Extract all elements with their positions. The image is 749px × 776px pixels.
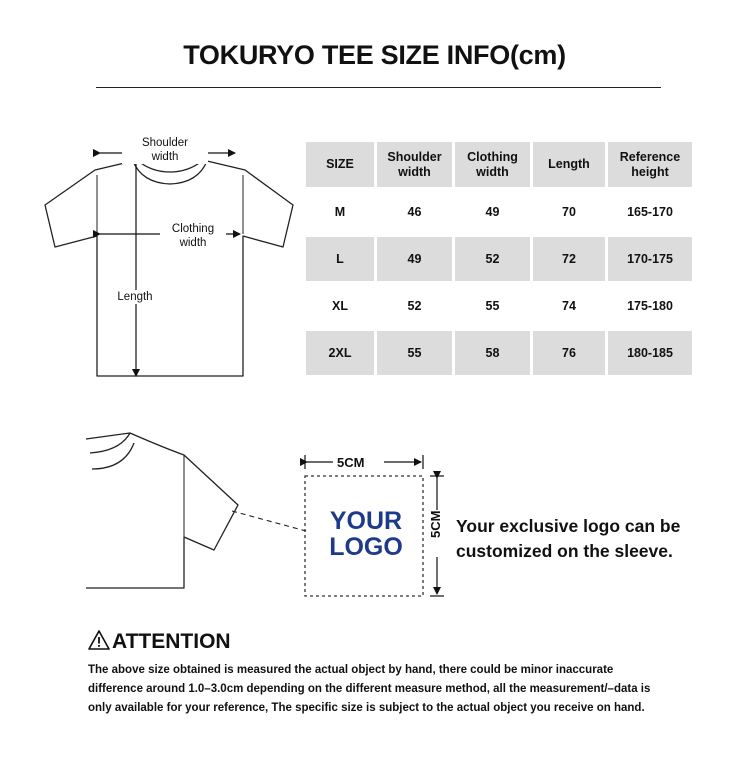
size-table [303, 139, 695, 378]
table-row [306, 190, 692, 234]
table-row [306, 237, 692, 281]
header-clothing-width: Clothing width [455, 142, 530, 187]
cell: 74 [562, 299, 576, 313]
clothing-width-label: Clothing width [160, 222, 226, 250]
attention-heading: ATTENTION [88, 630, 231, 654]
cell: 52 [407, 299, 422, 313]
tshirt-measurement-diagram [40, 130, 300, 390]
header-length: Length [533, 142, 605, 187]
cell: 49 [377, 237, 452, 281]
cell: XL [332, 299, 348, 313]
logo-caption: Your exclusive logo can be customized on the sleeve. [456, 516, 681, 561]
logo-placeholder: YOUR LOGO [329, 507, 403, 561]
table-row [306, 284, 692, 328]
cell: 58 [455, 331, 530, 375]
logo-width-label: 5CM [337, 455, 365, 470]
cell: 70 [562, 205, 576, 219]
table-header-row [306, 142, 692, 187]
cell: 170-175 [608, 237, 692, 281]
warning-triangle-icon [88, 630, 110, 650]
cell: 72 [533, 237, 605, 281]
cell: 180-185 [608, 331, 692, 375]
cell: M [334, 205, 346, 219]
header-size: SIZE [306, 142, 374, 187]
cell: 55 [485, 299, 500, 313]
cell: 175-180 [627, 299, 673, 313]
tshirt-outline [45, 161, 293, 376]
page-title: TOKURYO TEE SIZE INFO(cm) [183, 40, 566, 70]
cell: 49 [485, 205, 500, 219]
sleeve-outline [86, 433, 238, 588]
cell: 55 [377, 331, 452, 375]
cell: L [306, 237, 374, 281]
table-row [306, 331, 692, 375]
cell: 52 [455, 237, 530, 281]
cell: 76 [533, 331, 605, 375]
shoulder-width-label: Shoulder width [122, 136, 208, 164]
pointer-line [232, 511, 306, 531]
header-reference-height: Reference height [608, 142, 692, 187]
attention-text: The above size obtained is measured the actual object by hand, there could be minor inaccurate difference around 1.0–3.0cm depending on the different measure method, all the measurement/–data is only available for your reference, The specific size is subject to the actual object you receive on hand. [88, 664, 651, 714]
cell: 165-170 [627, 205, 673, 219]
length-label: Length [106, 290, 164, 304]
header-shoulder-width: Shoulder width [377, 142, 452, 187]
logo-height-label: 5CM [428, 510, 443, 538]
title-divider [96, 87, 661, 88]
cell: 2XL [306, 331, 374, 375]
cell: 46 [407, 205, 422, 219]
